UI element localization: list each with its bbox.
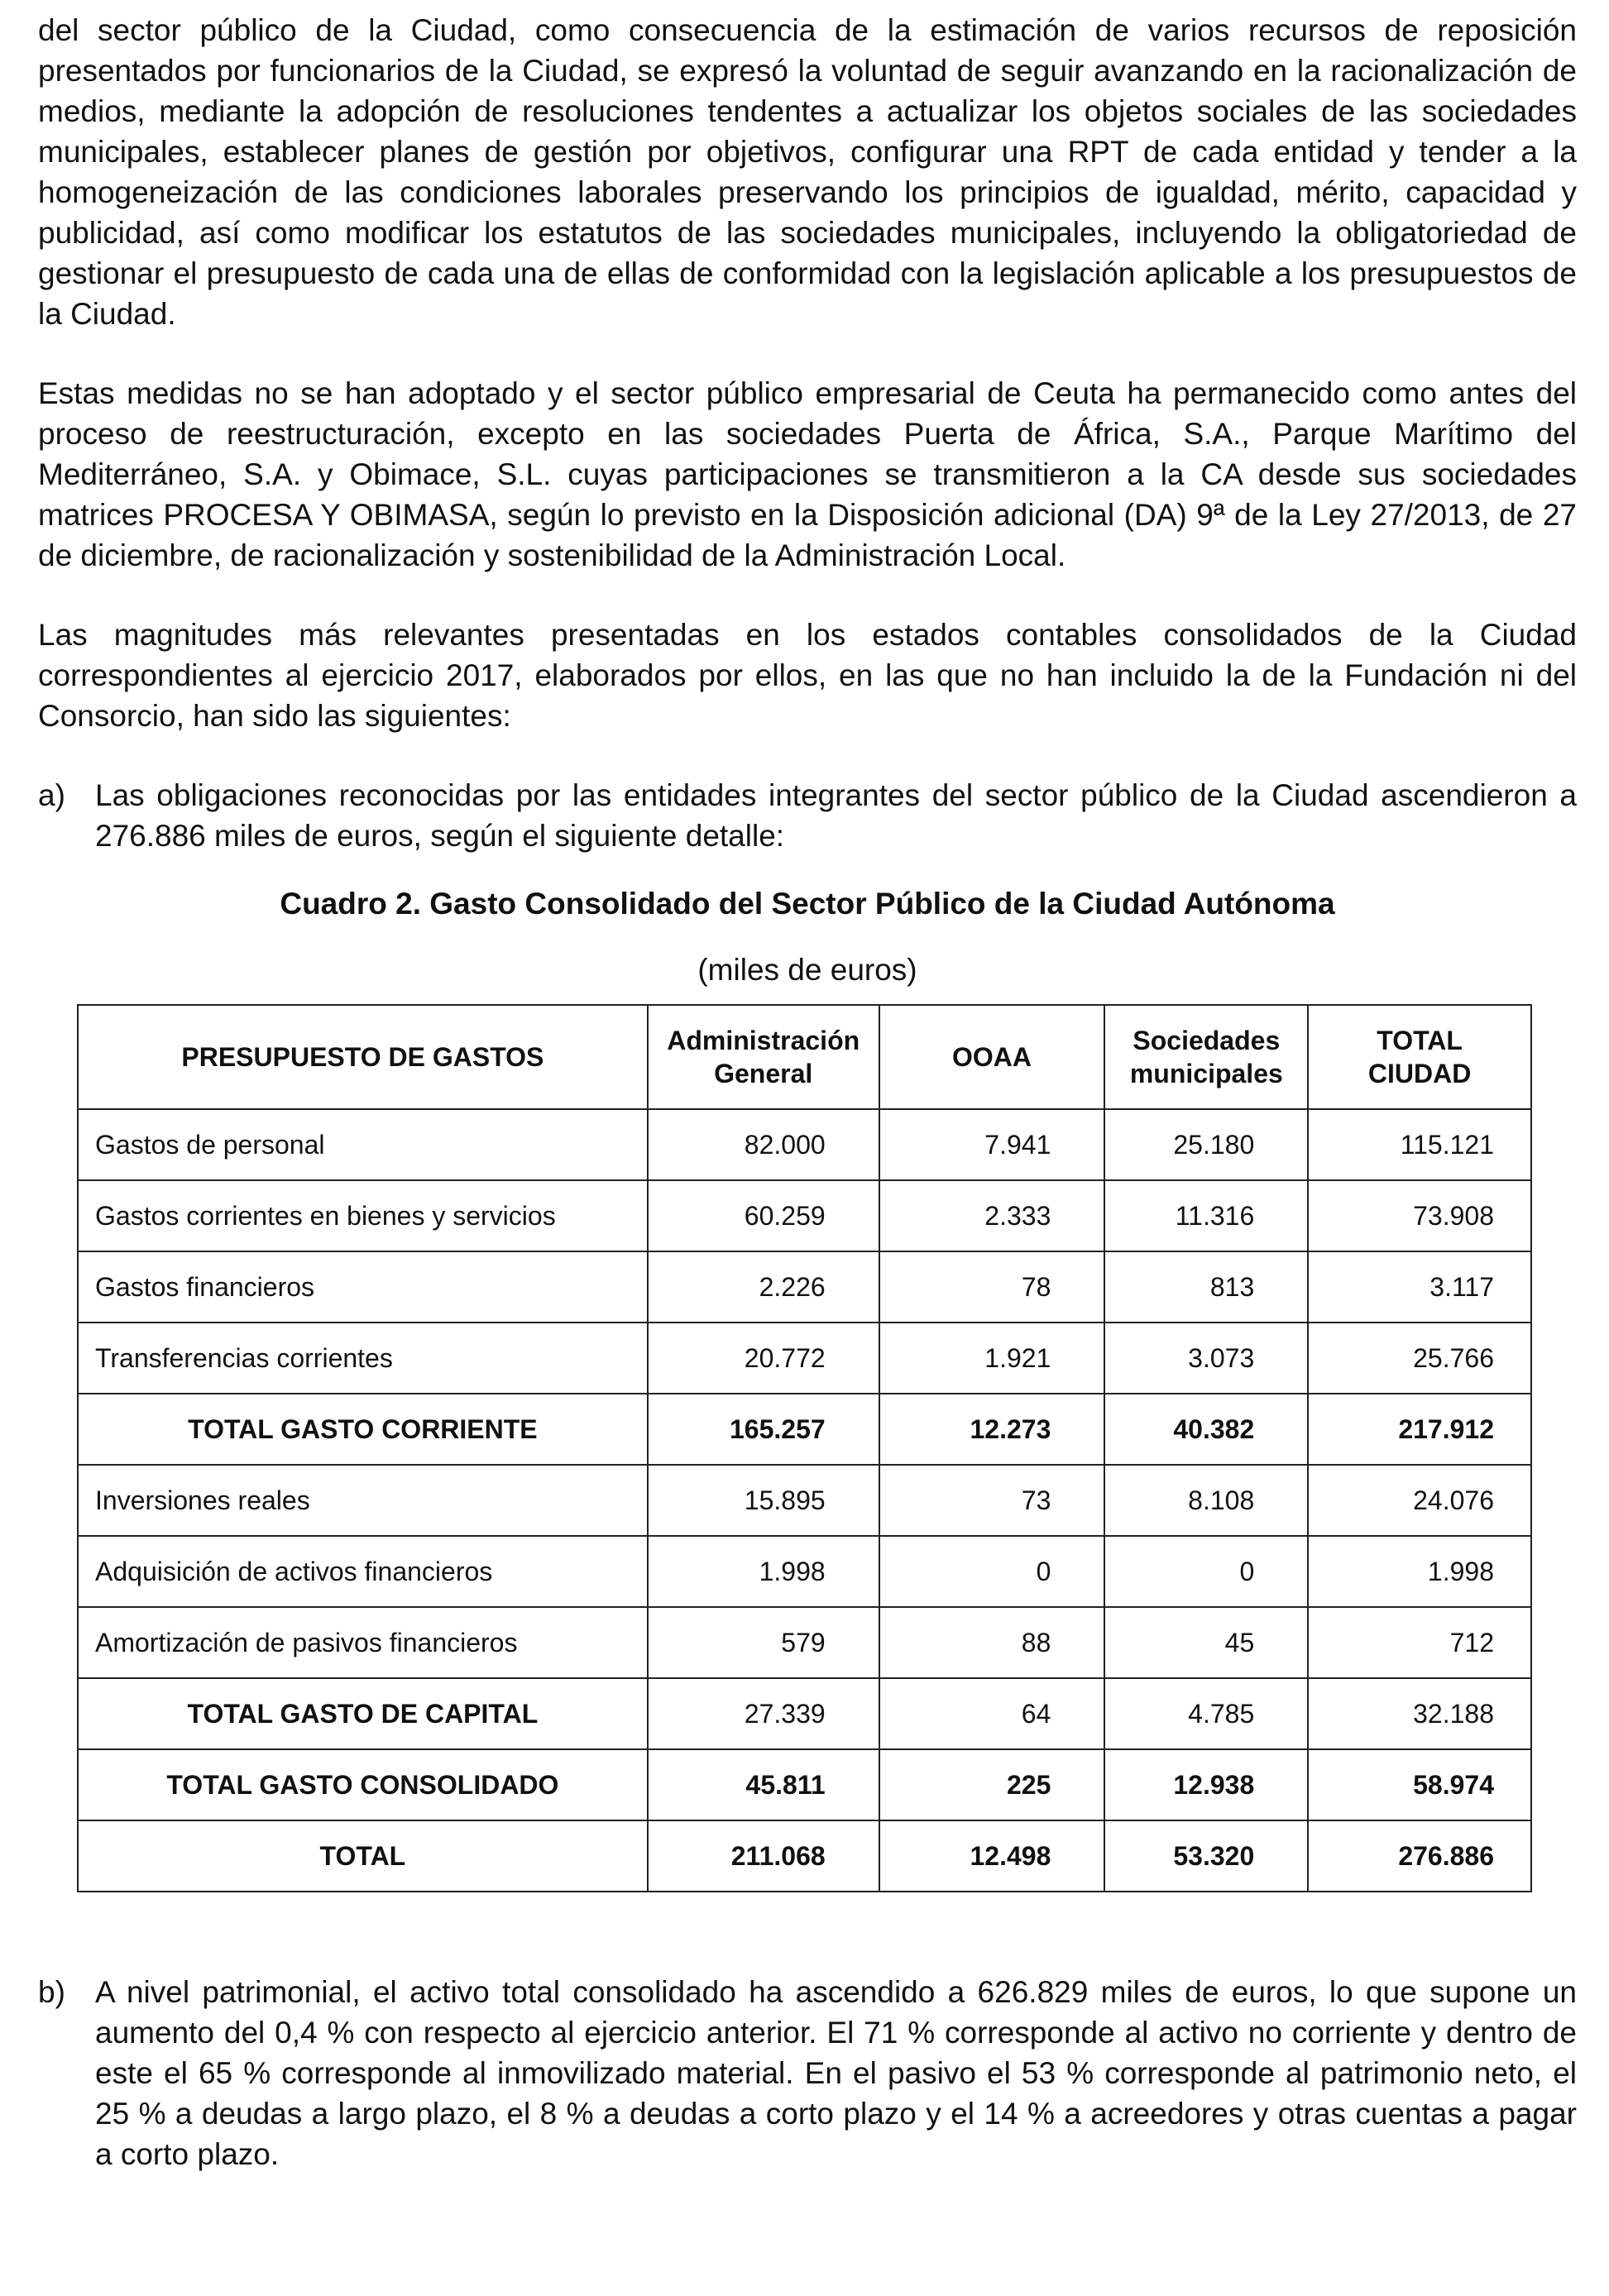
- list-marker-a: a): [38, 778, 65, 812]
- row-label: TOTAL GASTO DE CAPITAL: [78, 1678, 648, 1749]
- table-row: [78, 1251, 1531, 1323]
- paragraph-3: Las magnitudes más relevantes presentadas en los estados contables consolidados de la Ciudad correspondientes al ejercicio 2017, elaborados por ellos, en las que no han incluido la de la Fundación ni del Consorcio, han sido las siguientes:: [38, 618, 1577, 733]
- cell-ooaa: 88: [879, 1607, 1105, 1678]
- table-row: [78, 1323, 1531, 1394]
- cell-ooaa: 1.921: [879, 1323, 1105, 1394]
- document-page: [38, 10, 1577, 2174]
- cell-soc: 40.382: [1104, 1394, 1308, 1465]
- row-label: TOTAL GASTO CONSOLIDADO: [78, 1749, 648, 1820]
- row-label: Inversiones reales: [78, 1465, 648, 1536]
- list-text-b: A nivel patrimonial, el activo total consolidado ha ascendido a 626.829 miles de euros, lo que supone un aumento del 0,4 % con respecto al ejercicio anterior. El 71 % corresponde al activo no corriente y dentro de este el 65 % corresponde al inmovilizado material. En el pasivo el 53 % corresponde al patrimonio neto, el 25 % a deudas a largo plazo, el 8 % a deudas a corto plazo y el 14 % a acreedores y otras cuentas a pagar a corto plazo.: [95, 1975, 1577, 2171]
- cell-total: 73.908: [1308, 1180, 1531, 1251]
- row-label: Gastos financieros: [78, 1251, 648, 1323]
- row-label: Adquisición de activos financieros: [78, 1536, 648, 1607]
- cell-admin: 82.000: [648, 1109, 879, 1180]
- table-row: [78, 1536, 1531, 1607]
- cell-total: 25.766: [1308, 1323, 1531, 1394]
- cell-admin: 165.257: [648, 1394, 879, 1465]
- row-label: Transferencias corrientes: [78, 1323, 648, 1394]
- table-header-row: [78, 1005, 1531, 1109]
- cell-ooaa: 2.333: [879, 1180, 1105, 1251]
- row-label: Gastos de personal: [78, 1109, 648, 1180]
- table-units: (miles de euros): [697, 953, 917, 987]
- cell-total: 712: [1308, 1607, 1531, 1678]
- cell-admin: 60.259: [648, 1180, 879, 1251]
- paragraph-2: Estas medidas no se han adoptado y el sector público empresarial de Ceuta ha permanecido como antes del proceso de reestructuración, excepto en las sociedades Puerta de África, S.A., Parque Marítimo del Mediterráneo, S.A. y Obimace, S.L. cuyas participaciones se transmitieron a la CA desde sus sociedades matrices PROCESA Y OBIMASA, según lo previsto en la Disposición adicional (DA) 9ª de la Ley 27/2013, de 27 de diciembre, de racionalización y sostenibilidad de la Administración Local.: [38, 376, 1577, 572]
- cell-total: 32.188: [1308, 1678, 1531, 1749]
- cell-total: 276.886: [1308, 1820, 1531, 1892]
- cell-ooaa: 64: [879, 1678, 1105, 1749]
- cell-ooaa: 78: [879, 1251, 1105, 1323]
- cell-admin: 27.339: [648, 1678, 879, 1749]
- cell-soc: 53.320: [1104, 1820, 1308, 1892]
- cell-total: 217.912: [1308, 1394, 1531, 1465]
- cell-ooaa: 73: [879, 1465, 1105, 1536]
- table-caption: Cuadro 2. Gasto Consolidado del Sector Público de la Ciudad Autónoma: [280, 887, 1335, 921]
- cell-soc: 3.073: [1104, 1323, 1308, 1394]
- list-marker-b: b): [38, 1975, 65, 2009]
- header-ooaa: OOAA: [879, 1005, 1105, 1109]
- list-item-b: [38, 1972, 1577, 2174]
- cell-admin: 15.895: [648, 1465, 879, 1536]
- table-row-total-corriente: [78, 1394, 1531, 1465]
- header-admin: Administración General: [648, 1005, 879, 1109]
- table-row-total: [78, 1820, 1531, 1892]
- cell-admin: 45.811: [648, 1749, 879, 1820]
- cell-ooaa: 0: [879, 1536, 1105, 1607]
- table-row: [78, 1465, 1531, 1536]
- cell-admin: 211.068: [648, 1820, 879, 1892]
- header-concept: PRESUPUESTO DE GASTOS: [78, 1005, 648, 1109]
- cell-soc: 0: [1104, 1536, 1308, 1607]
- row-label: TOTAL: [78, 1820, 648, 1892]
- table-row: [78, 1180, 1531, 1251]
- list-text-a: Las obligaciones reconocidas por las entidades integrantes del sector público de la Ciudad ascendieron a 276.886 miles de euros, según el siguiente detalle:: [95, 778, 1577, 853]
- table-row: [78, 1109, 1531, 1180]
- list-item-a: [38, 775, 1577, 856]
- cell-soc: 11.316: [1104, 1180, 1308, 1251]
- row-label: Amortización de pasivos financieros: [78, 1607, 648, 1678]
- cell-total: 24.076: [1308, 1465, 1531, 1536]
- cell-total: 3.117: [1308, 1251, 1531, 1323]
- cell-admin: 2.226: [648, 1251, 879, 1323]
- table-row-total-consolidado: [78, 1749, 1531, 1820]
- row-label: TOTAL GASTO CORRIENTE: [78, 1394, 648, 1465]
- cell-soc: 45: [1104, 1607, 1308, 1678]
- cell-admin: 1.998: [648, 1536, 879, 1607]
- cell-soc: 4.785: [1104, 1678, 1308, 1749]
- cell-soc: 813: [1104, 1251, 1308, 1323]
- header-total: TOTAL CIUDAD: [1308, 1005, 1531, 1109]
- table-row-total-capital: [78, 1678, 1531, 1749]
- cell-admin: 579: [648, 1607, 879, 1678]
- cell-ooaa: 12.273: [879, 1394, 1105, 1465]
- cell-ooaa: 7.941: [879, 1109, 1105, 1180]
- row-label: Gastos corrientes en bienes y servicios: [78, 1180, 648, 1251]
- cell-soc: 8.108: [1104, 1465, 1308, 1536]
- cell-total: 115.121: [1308, 1109, 1531, 1180]
- paragraph-1: del sector público de la Ciudad, como consecuencia de la estimación de varios recursos de reposición presentados por funcionarios de la Ciudad, se expresó la voluntad de seguir avanzando en la racionalización de medios, mediante la adopción de resoluciones tendentes a actualizar los objetos sociales de las sociedades municipales, establecer planes de gestión por objetivos, configurar una RPT de cada entidad y tender a la homogeneización de las condiciones laborales preservando los principios de igualdad, mérito, capacidad y publicidad, así como modificar los estatutos de las sociedades municipales, incluyendo la obligatoriedad de gestionar el presupuesto de cada una de ellas de conformidad con la legislación aplicable a los presupuestos de la Ciudad.: [38, 13, 1577, 331]
- cell-soc: 12.938: [1104, 1749, 1308, 1820]
- cell-admin: 20.772: [648, 1323, 879, 1394]
- cell-total: 58.974: [1308, 1749, 1531, 1820]
- cell-ooaa: 12.498: [879, 1820, 1105, 1892]
- cell-total: 1.998: [1308, 1536, 1531, 1607]
- header-sociedades: Sociedades municipales: [1104, 1005, 1308, 1109]
- cell-ooaa: 225: [879, 1749, 1105, 1820]
- expense-table: [77, 1004, 1532, 1892]
- table-row: [78, 1607, 1531, 1678]
- cell-soc: 25.180: [1104, 1109, 1308, 1180]
